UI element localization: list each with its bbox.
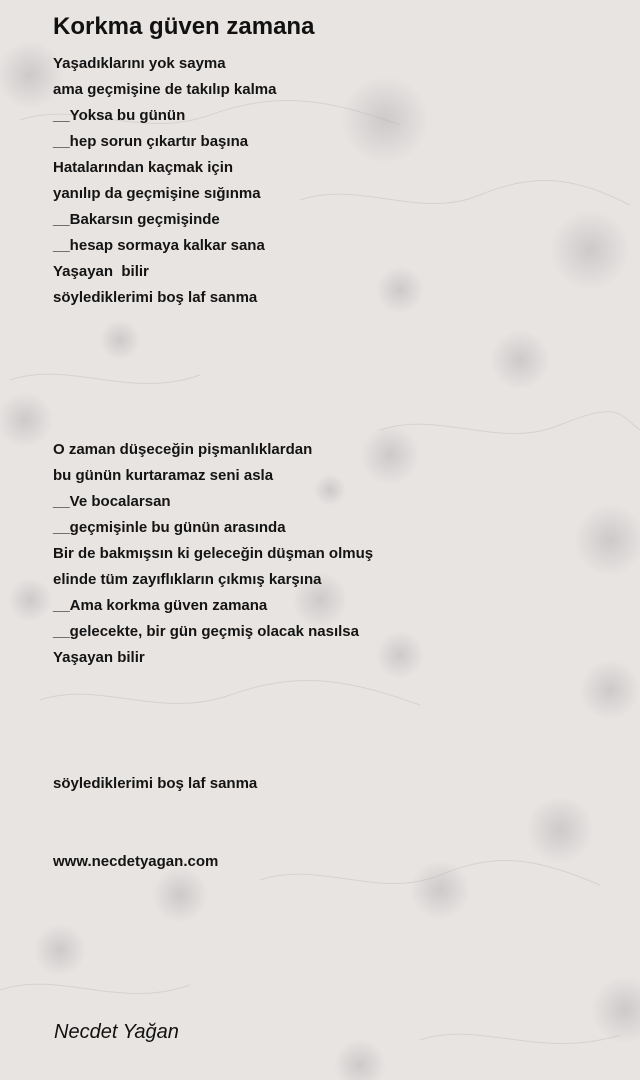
- poem-line: Hatalarından kaçmak için: [53, 159, 234, 176]
- closing-stanza: [53, 771, 257, 797]
- website-link[interactable]: www.necdetyagan.com: [53, 853, 219, 870]
- poem-line: __geçmişinle bu günün arasında: [53, 519, 286, 536]
- poem-line: __Ve bocalarsan: [53, 493, 171, 510]
- poem-line: elinde tüm zayıflıkların çıkmış karşına: [53, 571, 322, 588]
- author-name: Necdet Yağan: [54, 1021, 179, 1043]
- closing-line: söylediklerimi boş laf sanma: [53, 775, 258, 792]
- poem-line: __Bakarsın geçmişinde: [53, 211, 220, 228]
- stanza-2: [53, 437, 373, 671]
- website-block: [53, 849, 218, 875]
- poem-line: __Ama korkma güven zamana: [53, 597, 268, 614]
- poem-line: __Yoksa bu günün: [53, 107, 186, 124]
- poem-line: Yaşayan bilir: [53, 649, 145, 666]
- poem-line: yanılıp da geçmişine sığınma: [53, 185, 261, 202]
- poem-line: Yaşadıklarını yok sayma: [53, 55, 226, 72]
- poem-line: Bir de bakmışsın ki geleceğin düşman olmuş: [53, 545, 374, 562]
- stanza-1: [53, 51, 276, 311]
- poem-line: __hesap sormaya kalkar sana: [53, 237, 265, 254]
- poem-title: Korkma güven zamana: [53, 13, 315, 40]
- poem-line: O zaman düşeceğin pişmanlıklardan: [53, 441, 313, 458]
- poem-line: ama geçmişine de takılıp kalma: [53, 81, 277, 98]
- poem-line: __gelecekte, bir gün geçmiş olacak nasılsa: [53, 623, 359, 640]
- poem-line: bu günün kurtaramaz seni asla: [53, 467, 274, 484]
- poem-line: söylediklerimi boş laf sanma: [53, 289, 258, 306]
- poem-line: Yaşayan bilir: [53, 263, 149, 280]
- poem-line: __hep sorun çıkartır başına: [53, 133, 249, 150]
